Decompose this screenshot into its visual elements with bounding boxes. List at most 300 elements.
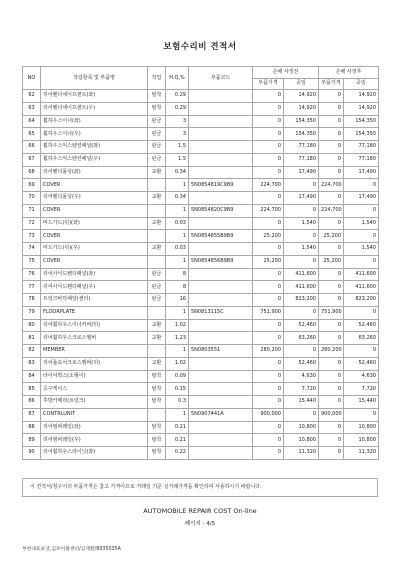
cell-post-labor: 77,180 <box>344 153 379 166</box>
cell-pre-parts-price: 0 <box>253 370 284 383</box>
cell-hq: 0.03 <box>166 217 189 230</box>
table-row <box>23 166 379 179</box>
table-row <box>23 294 379 307</box>
cell-hq: 0.34 <box>166 166 189 179</box>
header-pre-labor: 공임 <box>284 78 319 90</box>
cell-post-labor: 154,350 <box>344 115 379 128</box>
cell-pre-labor: 0 <box>284 204 319 217</box>
cell-part-code: 5N0813115C <box>189 306 253 319</box>
cell-pre-parts-price: 0 <box>253 192 284 205</box>
cell-post-parts-price: 751,900 <box>319 306 344 319</box>
cell-post-parts-price: 0 <box>319 243 344 256</box>
cell-hq: 0.03 <box>166 243 189 256</box>
cell-pre-labor: 0 <box>284 255 319 268</box>
cell-work <box>148 306 166 319</box>
cell-work: 판금 <box>148 281 166 294</box>
footer-title: AUTOMOBILE REPAIR COST On-line <box>143 507 257 515</box>
table-row <box>23 217 379 230</box>
cell-post-labor: 154,350 <box>344 128 379 141</box>
cell-pre-parts-price: 0 <box>253 115 284 128</box>
table-row <box>23 141 379 154</box>
cell-post-labor: 52,460 <box>344 357 379 370</box>
cell-no: 73 <box>23 230 41 243</box>
cell-post-labor: 4,630 <box>344 370 379 383</box>
cell-post-parts-price: 224,700 <box>319 179 344 192</box>
cell-work: 교환 <box>148 357 166 370</box>
cell-no: 70 <box>23 192 41 205</box>
cell-part-code: 5N0907441A <box>189 408 253 421</box>
cell-part-code: 5N0854820C9B9 <box>189 204 253 217</box>
cell-post-parts-price: 900,000 <box>319 408 344 421</box>
cell-pre-parts-price: 0 <box>253 421 284 434</box>
cell-pre-labor: 14,920 <box>284 90 319 103</box>
cell-pre-parts-price: 0 <box>253 141 284 154</box>
cell-no: 80 <box>23 319 41 332</box>
document-title: 보험수리비 견적서 <box>163 42 237 52</box>
cell-hq: 1 <box>166 306 189 319</box>
cell-post-parts-price: 25,200 <box>319 230 344 243</box>
cell-item: 리어사이드휀더패널(좌) <box>41 268 148 281</box>
cell-part-code: 5N0803551 <box>189 345 253 358</box>
cell-pre-parts-price: 224,700 <box>253 204 284 217</box>
cell-no: 69 <box>23 179 41 192</box>
cell-no: 84 <box>23 370 41 383</box>
table-row <box>23 192 379 205</box>
cell-part-code <box>189 217 253 230</box>
cell-pre-parts-price: 751,900 <box>253 306 284 319</box>
cell-item: 리어휀더몰딩(우) <box>41 192 148 205</box>
cell-item: MEMBER <box>41 345 148 358</box>
cell-post-labor: 1,540 <box>344 243 379 256</box>
cell-post-labor: 77,180 <box>344 141 379 154</box>
cell-work <box>148 408 166 421</box>
cell-hq: 1 <box>166 204 189 217</box>
cell-pre-labor: 77,180 <box>284 153 319 166</box>
cell-hq: 0.3 <box>166 396 189 409</box>
cell-pre-parts-price: 25,200 <box>253 230 284 243</box>
cell-hq: 1.5 <box>166 141 189 154</box>
cell-item: 타이어박스(소형이) <box>41 370 148 383</box>
table-header <box>23 67 379 90</box>
cell-hq: 1 <box>166 408 189 421</box>
cell-work: 탈착 <box>148 370 166 383</box>
cell-pre-labor: 0 <box>284 345 319 358</box>
cell-post-labor: 0 <box>344 306 379 319</box>
cell-item: 리어범퍼레일(우) <box>41 434 148 447</box>
cell-part-code: 5N0854856B9B9 <box>189 255 253 268</box>
cell-pre-parts-price: 0 <box>253 153 284 166</box>
cell-part-code <box>189 447 253 460</box>
table-body <box>23 90 379 460</box>
cell-item: 리어휠하우스라이닝(좌) <box>41 447 148 460</box>
cell-part-code <box>189 332 253 345</box>
cell-work: 교환 <box>148 217 166 230</box>
cell-pre-parts-price: 0 <box>253 243 284 256</box>
cell-hq: 1.5 <box>166 153 189 166</box>
cell-part-code <box>189 434 253 447</box>
header-pre-parts-price: 부품가격 <box>253 78 284 90</box>
cell-post-labor: 11,320 <box>344 447 379 460</box>
cell-work <box>148 345 166 358</box>
cell-item: 리어휀더세이프센트(좌) <box>41 90 148 103</box>
table-row <box>23 230 379 243</box>
cell-part-code <box>189 370 253 383</box>
cell-post-labor: 15,440 <box>344 396 379 409</box>
cell-part-code <box>189 396 253 409</box>
cell-post-labor: 411,600 <box>344 268 379 281</box>
cell-item: 머드가드(뒤)(우) <box>41 243 148 256</box>
cell-post-labor: 14,920 <box>344 102 379 115</box>
cell-post-parts-price: 0 <box>319 357 344 370</box>
cell-pre-parts-price: 0 <box>253 447 284 460</box>
estimate-table <box>22 66 379 460</box>
cell-item: COVER <box>41 204 148 217</box>
cell-work: 탈착 <box>148 396 166 409</box>
cell-work: 판금 <box>148 141 166 154</box>
cell-pre-labor: 11,320 <box>284 447 319 460</box>
cell-hq: 3 <box>166 128 189 141</box>
cell-pre-labor: 10,800 <box>284 434 319 447</box>
cell-hq: 8 <box>166 268 189 281</box>
cell-post-parts-price: 0 <box>319 102 344 115</box>
cell-item: COVER <box>41 230 148 243</box>
cell-work: 판금 <box>148 115 166 128</box>
cell-post-parts-price: 0 <box>319 383 344 396</box>
table-row <box>23 383 379 396</box>
cell-no: 66 <box>23 141 41 154</box>
cell-hq: 0.21 <box>166 421 189 434</box>
cell-pre-labor: 77,180 <box>284 141 319 154</box>
cell-work: 탈착 <box>148 102 166 115</box>
cell-post-labor: 411,600 <box>344 281 379 294</box>
cell-pre-labor: 17,490 <box>284 166 319 179</box>
cell-post-parts-price: 0 <box>319 447 344 460</box>
table-row <box>23 128 379 141</box>
cell-pre-parts-price: 0 <box>253 396 284 409</box>
issuer-info: 부천대표보상,김포이룹센터/김재환/8035035A <box>22 547 121 552</box>
cell-item: 리어사이드휀더패널(우) <box>41 281 148 294</box>
cell-hq: 0.09 <box>166 370 189 383</box>
cell-pre-labor: 154,350 <box>284 128 319 141</box>
table-row <box>23 268 379 281</box>
cell-pre-parts-price: 0 <box>253 319 284 332</box>
cell-hq: 1 <box>166 255 189 268</box>
cell-hq: 1.23 <box>166 332 189 345</box>
cell-item: COVER <box>41 255 148 268</box>
cell-pre-parts-price: 224,700 <box>253 179 284 192</box>
cell-item: COVER <box>41 179 148 192</box>
cell-pre-parts-price: 0 <box>253 434 284 447</box>
cell-post-parts-price: 0 <box>319 90 344 103</box>
table-row <box>23 306 379 319</box>
cell-item: 휠하우스익스텐션패널(좌) <box>41 141 148 154</box>
cell-work <box>148 255 166 268</box>
cell-item: 리어플로어크로스멤버(뒤) <box>41 357 148 370</box>
cell-post-labor: 0 <box>344 230 379 243</box>
table-row <box>23 447 379 460</box>
cell-post-labor: 0 <box>344 204 379 217</box>
cell-work: 판금 <box>148 268 166 281</box>
cell-item: 리어휠하우스이너커버(뒤) <box>41 319 148 332</box>
cell-no: 62 <box>23 90 41 103</box>
cell-pre-labor: 411,600 <box>284 268 319 281</box>
cell-hq: 0.21 <box>166 434 189 447</box>
cell-work: 교환 <box>148 319 166 332</box>
cell-post-parts-price: 0 <box>319 217 344 230</box>
cell-post-parts-price: 0 <box>319 434 344 447</box>
cell-work <box>148 179 166 192</box>
cell-no: 74 <box>23 243 41 256</box>
price-notice: 이 견적서/청구서의 부품가격은 참고 가격이므로 거래일 기준 실거래가격을 확인하여 사용하시기 바랍니다. <box>22 478 378 497</box>
cell-post-parts-price: 0 <box>319 128 344 141</box>
cell-post-parts-price: 0 <box>319 294 344 307</box>
cell-pre-parts-price: 0 <box>253 281 284 294</box>
cell-no: 76 <box>23 268 41 281</box>
cell-pre-parts-price: 280,200 <box>253 345 284 358</box>
cell-post-parts-price: 0 <box>319 421 344 434</box>
cell-no: 90 <box>23 447 41 460</box>
cell-part-code <box>189 243 253 256</box>
table-row <box>23 115 379 128</box>
table-row <box>23 102 379 115</box>
cell-post-labor: 0 <box>344 255 379 268</box>
cell-hq: 0.29 <box>166 102 189 115</box>
cell-item: 리어범퍼레일(좌) <box>41 421 148 434</box>
table-row <box>23 153 379 166</box>
cell-post-parts-price: 0 <box>319 153 344 166</box>
header-post-assessment: 손해 사정후 <box>319 67 379 79</box>
cell-post-parts-price: 0 <box>319 370 344 383</box>
cell-pre-labor: 52,460 <box>284 357 319 370</box>
cell-work <box>148 204 166 217</box>
cell-part-code <box>189 319 253 332</box>
cell-part-code <box>189 383 253 396</box>
cell-post-labor: 0 <box>344 345 379 358</box>
cell-post-parts-price: 0 <box>319 192 344 205</box>
cell-work: 판금 <box>148 128 166 141</box>
header-work: 작업 <box>148 67 166 90</box>
cell-pre-parts-price: 0 <box>253 166 284 179</box>
cell-pre-labor: 0 <box>284 306 319 319</box>
header-item: 작업항목 및 부품명 <box>41 67 148 90</box>
cell-post-parts-price: 0 <box>319 141 344 154</box>
table-row <box>23 255 379 268</box>
cell-pre-labor: 7,720 <box>284 383 319 396</box>
cell-post-labor: 63,260 <box>344 332 379 345</box>
cell-part-code <box>189 128 253 141</box>
table-row <box>23 179 379 192</box>
cell-hq: 0.34 <box>166 192 189 205</box>
cell-post-labor: 7,720 <box>344 383 379 396</box>
cell-pre-labor: 1,540 <box>284 243 319 256</box>
cell-part-code <box>189 294 253 307</box>
cell-work: 탈착 <box>148 434 166 447</box>
cell-part-code <box>189 166 253 179</box>
cell-post-parts-price: 280,200 <box>319 345 344 358</box>
cell-pre-parts-price: 0 <box>253 294 284 307</box>
cell-no: 64 <box>23 115 41 128</box>
cell-pre-parts-price: 0 <box>253 332 284 345</box>
cell-part-code <box>189 357 253 370</box>
cell-post-labor: 823,200 <box>344 294 379 307</box>
cell-item: FLOORPLATE <box>41 306 148 319</box>
cell-post-parts-price: 0 <box>319 281 344 294</box>
cell-part-code: 5N0854819C9B9 <box>189 179 253 192</box>
cell-item: 휠하우스이너(좌) <box>41 115 148 128</box>
table-row <box>23 243 379 256</box>
cell-pre-labor: 154,350 <box>284 115 319 128</box>
header-pre-assessment: 손해 사정전 <box>253 67 319 79</box>
cell-no: 87 <box>23 408 41 421</box>
cell-post-parts-price: 0 <box>319 319 344 332</box>
table-row <box>23 345 379 358</box>
cell-hq: 1 <box>166 345 189 358</box>
cell-no: 78 <box>23 294 41 307</box>
cell-pre-parts-price: 0 <box>253 102 284 115</box>
cell-post-parts-price: 0 <box>319 396 344 409</box>
cell-post-parts-price: 0 <box>319 332 344 345</box>
cell-item: 리어휠하우스크로스멤버 <box>41 332 148 345</box>
cell-pre-labor: 14,920 <box>284 102 319 115</box>
cell-part-code <box>189 90 253 103</box>
cell-pre-parts-price: 0 <box>253 90 284 103</box>
cell-no: 81 <box>23 332 41 345</box>
cell-hq: 16 <box>166 294 189 307</box>
cell-no: 86 <box>23 396 41 409</box>
cell-work: 판금 <box>148 294 166 307</box>
cell-part-code <box>189 141 253 154</box>
cell-part-code <box>189 421 253 434</box>
cell-pre-labor: 1,540 <box>284 217 319 230</box>
cell-work: 교환 <box>148 332 166 345</box>
cell-pre-parts-price: 900,000 <box>253 408 284 421</box>
cell-work: 탈착 <box>148 90 166 103</box>
cell-post-parts-price: 0 <box>319 268 344 281</box>
header-post-labor: 공임 <box>344 78 379 90</box>
cell-work: 교환 <box>148 166 166 179</box>
cell-post-labor: 14,920 <box>344 90 379 103</box>
cell-part-code: 5N0854855B9B9 <box>189 230 253 243</box>
table-row <box>23 90 379 103</box>
table-row <box>23 332 379 345</box>
header-part-code: 부품코드 <box>189 67 253 90</box>
cell-no: 82 <box>23 345 41 358</box>
cell-post-parts-price: 25,200 <box>319 255 344 268</box>
cell-part-code <box>189 102 253 115</box>
cell-post-parts-price: 224,700 <box>319 204 344 217</box>
table-row <box>23 396 379 409</box>
cell-item: 리어휀더세이프센트(우) <box>41 102 148 115</box>
cell-pre-parts-price: 0 <box>253 128 284 141</box>
cell-hq: 3 <box>166 115 189 128</box>
cell-no: 88 <box>23 421 41 434</box>
table-row <box>23 357 379 370</box>
cell-pre-parts-price: 25,200 <box>253 255 284 268</box>
cell-work: 탈착 <box>148 447 166 460</box>
cell-hq: 0.29 <box>166 90 189 103</box>
cell-pre-parts-price: 0 <box>253 357 284 370</box>
cell-no: 68 <box>23 166 41 179</box>
cell-post-labor: 52,460 <box>344 319 379 332</box>
cell-no: 83 <box>23 357 41 370</box>
cell-work: 탈착 <box>148 421 166 434</box>
cell-work: 교환 <box>148 192 166 205</box>
cell-pre-labor: 17,490 <box>284 192 319 205</box>
cell-no: 63 <box>23 102 41 115</box>
cell-item: 휠하우스익스텐션패널(우) <box>41 153 148 166</box>
cell-pre-labor: 15,440 <box>284 396 319 409</box>
cell-item: 휠하우스이너(우) <box>41 128 148 141</box>
cell-pre-labor: 63,260 <box>284 332 319 345</box>
table-row <box>23 370 379 383</box>
cell-no: 85 <box>23 383 41 396</box>
table-row <box>23 281 379 294</box>
header-hq: H.Q,% <box>166 67 189 90</box>
cell-pre-labor: 0 <box>284 179 319 192</box>
cell-hq: 1.02 <box>166 319 189 332</box>
cell-pre-parts-price: 0 <box>253 383 284 396</box>
cell-no: 79 <box>23 306 41 319</box>
table-row <box>23 421 379 434</box>
cell-post-labor: 0 <box>344 179 379 192</box>
cell-work: 판금 <box>148 153 166 166</box>
table-row <box>23 408 379 421</box>
cell-no: 77 <box>23 281 41 294</box>
table-row <box>23 204 379 217</box>
cell-part-code <box>189 281 253 294</box>
cell-item: 후방카메라(트렁크) <box>41 396 148 409</box>
cell-work: 교환 <box>148 243 166 256</box>
cell-pre-labor: 411,600 <box>284 281 319 294</box>
page-number: 페이지 : 4/5 <box>184 521 216 527</box>
cell-work <box>148 230 166 243</box>
cell-pre-parts-price: 0 <box>253 268 284 281</box>
header-post-parts-price: 부품가격 <box>319 78 344 90</box>
cell-item: CONTRLUNIT <box>41 408 148 421</box>
header-no: NO <box>23 67 41 90</box>
cell-post-parts-price: 0 <box>319 115 344 128</box>
cell-hq: 1 <box>166 230 189 243</box>
table-row <box>23 434 379 447</box>
cell-item: 트렁크바닥패널(센터) <box>41 294 148 307</box>
cell-pre-labor: 4,630 <box>284 370 319 383</box>
cell-no: 71 <box>23 204 41 217</box>
cell-item: 머드가드(뒤)(좌) <box>41 217 148 230</box>
cell-item: 리어휀더몰딩(좌) <box>41 166 148 179</box>
cell-part-code <box>189 268 253 281</box>
cell-post-labor: 17,490 <box>344 192 379 205</box>
cell-post-parts-price: 0 <box>319 166 344 179</box>
cell-pre-labor: 0 <box>284 230 319 243</box>
cell-post-labor: 10,800 <box>344 434 379 447</box>
cell-hq: 1 <box>166 179 189 192</box>
cell-post-labor: 10,800 <box>344 421 379 434</box>
cell-item: 공구케이스 <box>41 383 148 396</box>
cell-no: 67 <box>23 153 41 166</box>
cell-no: 89 <box>23 434 41 447</box>
cell-part-code <box>189 153 253 166</box>
table-row <box>23 319 379 332</box>
cell-hq: 1.02 <box>166 357 189 370</box>
cell-work: 탈착 <box>148 383 166 396</box>
cell-pre-labor: 0 <box>284 408 319 421</box>
cell-part-code <box>189 115 253 128</box>
cell-pre-parts-price: 0 <box>253 217 284 230</box>
cell-part-code <box>189 192 253 205</box>
cell-post-labor: 17,490 <box>344 166 379 179</box>
cell-no: 75 <box>23 255 41 268</box>
cell-hq: 0.22 <box>166 447 189 460</box>
